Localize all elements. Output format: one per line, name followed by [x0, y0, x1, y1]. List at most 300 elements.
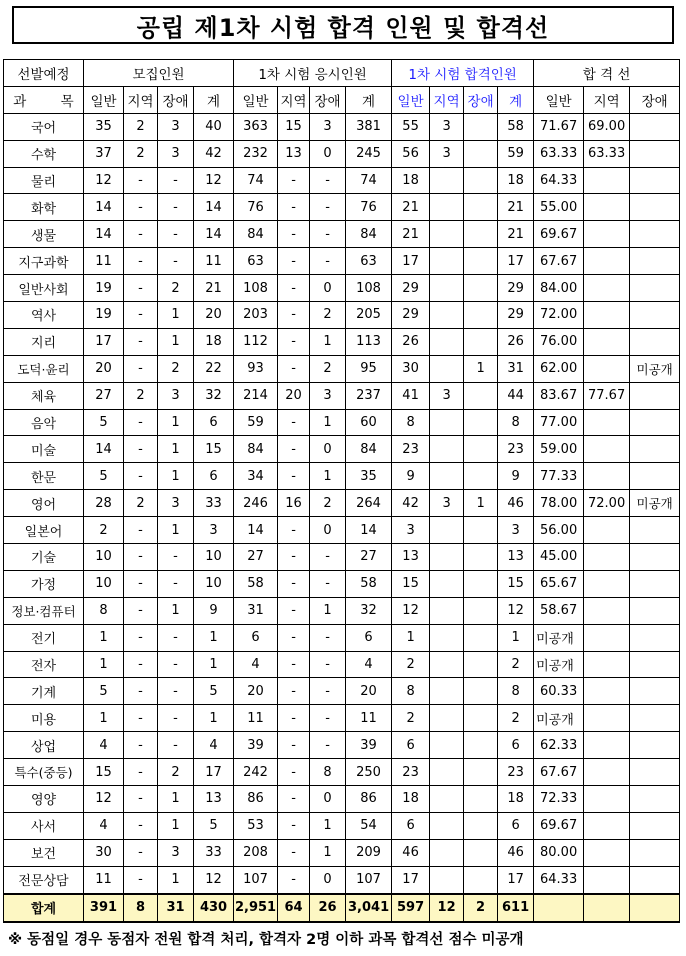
subject-cell: 기계 [4, 678, 84, 705]
value-cell: 208 [234, 839, 278, 866]
value-cell [584, 436, 630, 463]
value-cell [430, 624, 464, 651]
subject-cell: 지리 [4, 328, 84, 355]
value-cell: 205 [346, 302, 392, 329]
value-cell: 71.67 [534, 113, 584, 140]
value-cell: 12 [194, 866, 234, 893]
value-cell: 1 [158, 409, 194, 436]
value-cell: - [278, 355, 310, 382]
value-cell [464, 678, 498, 705]
value-cell: 1 [158, 463, 194, 490]
value-cell: - [158, 221, 194, 248]
value-cell [430, 812, 464, 839]
value-cell: 31 [158, 894, 194, 922]
value-cell: 29 [392, 302, 430, 329]
value-cell: 242 [234, 759, 278, 786]
value-cell: - [278, 248, 310, 275]
table-row [4, 866, 680, 893]
table-row [4, 409, 680, 436]
table-row [4, 436, 680, 463]
value-cell: 17 [392, 248, 430, 275]
value-cell [430, 409, 464, 436]
value-cell: - [278, 759, 310, 786]
value-cell: 64.33 [534, 167, 584, 194]
value-cell: - [310, 221, 346, 248]
value-cell: 21 [392, 194, 430, 221]
value-cell: 1 [310, 597, 346, 624]
value-cell: 2 [84, 517, 124, 544]
value-cell: 67.67 [534, 759, 584, 786]
value-cell: - [278, 221, 310, 248]
value-cell: 32 [194, 382, 234, 409]
value-cell: 84 [346, 221, 392, 248]
value-cell: 2 [392, 651, 430, 678]
value-cell: - [124, 678, 158, 705]
value-cell: - [278, 328, 310, 355]
value-cell [630, 221, 680, 248]
value-cell: 0 [310, 866, 346, 893]
header-sub-cell: 지역 [430, 86, 464, 113]
subject-cell: 미술 [4, 436, 84, 463]
value-cell: - [158, 678, 194, 705]
value-cell [584, 409, 630, 436]
value-cell: 3 [158, 140, 194, 167]
value-cell: 3 [158, 490, 194, 517]
value-cell: 6 [194, 409, 234, 436]
value-cell: 32 [346, 597, 392, 624]
value-cell [430, 275, 464, 302]
header-sub-cell: 지역 [124, 86, 158, 113]
value-cell [430, 221, 464, 248]
header-group-applicants: 1차 시험 응시인원 [234, 60, 392, 87]
value-cell: 10 [84, 570, 124, 597]
value-cell: 8 [392, 678, 430, 705]
value-cell: - [278, 812, 310, 839]
table-row [4, 544, 680, 571]
value-cell: 5 [194, 678, 234, 705]
value-cell: 14 [346, 517, 392, 544]
value-cell: - [278, 302, 310, 329]
value-cell [584, 705, 630, 732]
value-cell: 4 [194, 732, 234, 759]
value-cell: 56 [392, 140, 430, 167]
value-cell: 2 [498, 705, 534, 732]
value-cell: 27 [234, 544, 278, 571]
value-cell: 12 [194, 167, 234, 194]
table-row [4, 812, 680, 839]
value-cell [630, 140, 680, 167]
header-row-sub [4, 86, 680, 113]
value-cell: - [310, 705, 346, 732]
value-cell: 246 [234, 490, 278, 517]
value-cell: 65.67 [534, 570, 584, 597]
value-cell: 84 [234, 436, 278, 463]
table-row [4, 624, 680, 651]
value-cell: 63 [234, 248, 278, 275]
value-cell: 107 [234, 866, 278, 893]
value-cell: 11 [194, 248, 234, 275]
value-cell: 59.00 [534, 436, 584, 463]
subject-cell: 전자 [4, 651, 84, 678]
value-cell: 1 [158, 866, 194, 893]
value-cell: 2 [464, 894, 498, 922]
value-cell [464, 759, 498, 786]
header-sub-cell: 장애 [158, 86, 194, 113]
page-title: 공립 제1차 시험 합격 인원 및 합격선 [136, 13, 550, 42]
value-cell [430, 302, 464, 329]
value-cell: - [278, 705, 310, 732]
value-cell: 6 [346, 624, 392, 651]
value-cell [630, 544, 680, 571]
value-cell: 3 [310, 113, 346, 140]
header-sub-cell: 계 [346, 86, 392, 113]
value-cell: - [124, 221, 158, 248]
value-cell [464, 140, 498, 167]
value-cell: 3 [158, 113, 194, 140]
value-cell: 28 [84, 490, 124, 517]
value-cell [584, 651, 630, 678]
value-cell: 26 [498, 328, 534, 355]
value-cell: 1 [310, 409, 346, 436]
value-cell: 0 [310, 436, 346, 463]
value-cell: 23 [498, 759, 534, 786]
value-cell [630, 866, 680, 893]
value-cell: 6 [498, 812, 534, 839]
value-cell: 42 [392, 490, 430, 517]
value-cell: 46 [392, 839, 430, 866]
value-cell: 2 [124, 490, 158, 517]
table-row [4, 597, 680, 624]
value-cell: 72.33 [534, 786, 584, 813]
value-cell: - [124, 759, 158, 786]
value-cell: 5 [84, 678, 124, 705]
value-cell: 264 [346, 490, 392, 517]
value-cell: 1 [310, 839, 346, 866]
subject-cell: 전기 [4, 624, 84, 651]
value-cell [584, 517, 630, 544]
value-cell: 84.00 [534, 275, 584, 302]
header-group-passed: 1차 시험 합격인원 [392, 60, 534, 87]
value-cell: 15 [194, 436, 234, 463]
subject-cell: 수학 [4, 140, 84, 167]
value-cell: 69.67 [534, 221, 584, 248]
value-cell: 84 [346, 436, 392, 463]
value-cell [430, 651, 464, 678]
value-cell: 15 [84, 759, 124, 786]
table-row [4, 328, 680, 355]
value-cell: 20 [234, 678, 278, 705]
value-cell: 59 [234, 409, 278, 436]
value-cell: - [124, 463, 158, 490]
value-cell: 23 [392, 436, 430, 463]
table-row [4, 517, 680, 544]
value-cell: 40 [194, 113, 234, 140]
value-cell: 60 [346, 409, 392, 436]
value-cell [430, 194, 464, 221]
table-row [4, 678, 680, 705]
value-cell: 미공개 [534, 651, 584, 678]
value-cell [430, 570, 464, 597]
value-cell: - [124, 167, 158, 194]
subject-cell: 영어 [4, 490, 84, 517]
value-cell [464, 328, 498, 355]
value-cell: - [158, 570, 194, 597]
value-cell: 20 [278, 382, 310, 409]
value-cell [430, 759, 464, 786]
value-cell: 11 [234, 705, 278, 732]
value-cell: 113 [346, 328, 392, 355]
value-cell [630, 759, 680, 786]
value-cell: - [158, 705, 194, 732]
value-cell: 86 [346, 786, 392, 813]
value-cell: - [124, 517, 158, 544]
value-cell: 9 [498, 463, 534, 490]
value-cell: 12 [498, 597, 534, 624]
value-cell: 58.67 [534, 597, 584, 624]
value-cell: 1 [310, 812, 346, 839]
value-cell [464, 866, 498, 893]
value-cell: 67.67 [534, 248, 584, 275]
value-cell: 3 [498, 517, 534, 544]
value-cell: 4 [84, 812, 124, 839]
value-cell: 12 [392, 597, 430, 624]
value-cell: 42 [194, 140, 234, 167]
value-cell: - [278, 597, 310, 624]
value-cell: 8 [310, 759, 346, 786]
value-cell: - [278, 570, 310, 597]
value-cell [630, 328, 680, 355]
value-cell: 611 [498, 894, 534, 922]
value-cell [584, 732, 630, 759]
subject-cell: 물리 [4, 167, 84, 194]
value-cell [584, 167, 630, 194]
header-sub-cell: 장애 [464, 86, 498, 113]
value-cell: 21 [194, 275, 234, 302]
value-cell: 4 [234, 651, 278, 678]
value-cell: - [310, 678, 346, 705]
value-cell [430, 355, 464, 382]
value-cell: 3 [194, 517, 234, 544]
value-cell: 3 [158, 839, 194, 866]
subject-cell: 도덕·윤리 [4, 355, 84, 382]
value-cell: 13 [392, 544, 430, 571]
value-cell: 62.00 [534, 355, 584, 382]
value-cell [430, 597, 464, 624]
header-group-recruit: 모집인원 [84, 60, 234, 87]
value-cell: 64.33 [534, 866, 584, 893]
value-cell: 12 [430, 894, 464, 922]
value-cell: - [310, 624, 346, 651]
value-cell: - [278, 409, 310, 436]
value-cell: 23 [498, 436, 534, 463]
header-sub-cell: 지역 [584, 86, 630, 113]
value-cell: 2,951 [234, 894, 278, 922]
value-cell: 34 [234, 463, 278, 490]
value-cell: - [124, 570, 158, 597]
subject-cell: 생물 [4, 221, 84, 248]
value-cell: - [310, 248, 346, 275]
value-cell [630, 409, 680, 436]
value-cell [584, 570, 630, 597]
value-cell: 3 [430, 140, 464, 167]
value-cell [584, 894, 630, 922]
subject-cell: 한문 [4, 463, 84, 490]
table-row [4, 651, 680, 678]
value-cell: - [278, 436, 310, 463]
value-cell: 8 [498, 678, 534, 705]
value-cell [464, 248, 498, 275]
value-cell: 4 [84, 732, 124, 759]
value-cell [464, 597, 498, 624]
value-cell: 108 [346, 275, 392, 302]
value-cell: 391 [84, 894, 124, 922]
footnote: ※ 동점일 경우 동점자 전원 합격 처리, 합격자 2명 이하 과목 합격선 점수 미공개 [8, 932, 524, 948]
value-cell: - [310, 732, 346, 759]
value-cell [464, 167, 498, 194]
value-cell [430, 732, 464, 759]
value-cell: - [278, 194, 310, 221]
value-cell: 17 [194, 759, 234, 786]
header-sub-cell: 일반 [84, 86, 124, 113]
table-row [4, 248, 680, 275]
value-cell: - [278, 544, 310, 571]
value-cell: 63.33 [584, 140, 630, 167]
value-cell: 56.00 [534, 517, 584, 544]
value-cell: 1 [158, 328, 194, 355]
value-cell: 미공개 [630, 490, 680, 517]
value-cell [430, 248, 464, 275]
value-cell: 2 [310, 302, 346, 329]
value-cell: 62.33 [534, 732, 584, 759]
value-cell [430, 167, 464, 194]
value-cell: 1 [158, 812, 194, 839]
value-cell: 1 [498, 624, 534, 651]
value-cell: 8 [124, 894, 158, 922]
header-group-cutoff: 합 격 선 [534, 60, 680, 87]
value-cell [464, 732, 498, 759]
value-cell: 2 [158, 355, 194, 382]
table-row [4, 194, 680, 221]
value-cell: 1 [464, 490, 498, 517]
value-cell: 21 [392, 221, 430, 248]
value-cell: - [310, 194, 346, 221]
value-cell [630, 678, 680, 705]
value-cell: - [124, 705, 158, 732]
value-cell: 44 [498, 382, 534, 409]
value-cell [630, 167, 680, 194]
value-cell: 2 [158, 275, 194, 302]
table-row [4, 839, 680, 866]
value-cell [630, 651, 680, 678]
value-cell: 74 [234, 167, 278, 194]
subject-cell: 사서 [4, 812, 84, 839]
subject-cell: 역사 [4, 302, 84, 329]
value-cell: 1 [158, 302, 194, 329]
value-cell: 430 [194, 894, 234, 922]
value-cell [584, 194, 630, 221]
value-cell [464, 113, 498, 140]
subject-cell: 특수(중등) [4, 759, 84, 786]
subject-cell: 전문상담 [4, 866, 84, 893]
value-cell: 9 [392, 463, 430, 490]
value-cell [464, 382, 498, 409]
value-cell: 10 [194, 544, 234, 571]
value-cell: 2 [310, 355, 346, 382]
value-cell: 55 [392, 113, 430, 140]
value-cell: 59 [498, 140, 534, 167]
value-cell: 2 [392, 705, 430, 732]
value-cell: 3 [310, 382, 346, 409]
value-cell: - [124, 624, 158, 651]
value-cell: 33 [194, 490, 234, 517]
value-cell: 45.00 [534, 544, 584, 571]
value-cell [630, 436, 680, 463]
value-cell: 5 [84, 463, 124, 490]
value-cell: 72.00 [584, 490, 630, 517]
subject-cell: 기술 [4, 544, 84, 571]
table-row [4, 382, 680, 409]
value-cell: 41 [392, 382, 430, 409]
value-cell [584, 812, 630, 839]
value-cell: 107 [346, 866, 392, 893]
value-cell: 26 [392, 328, 430, 355]
value-cell: 21 [498, 194, 534, 221]
value-cell [630, 113, 680, 140]
value-cell: 15 [498, 570, 534, 597]
value-cell: 0 [310, 275, 346, 302]
value-cell: 232 [234, 140, 278, 167]
value-cell: - [124, 597, 158, 624]
value-cell: - [158, 248, 194, 275]
value-cell: 14 [84, 436, 124, 463]
value-cell: 0 [310, 786, 346, 813]
value-cell: 14 [84, 194, 124, 221]
table-row [4, 786, 680, 813]
subject-cell: 국어 [4, 113, 84, 140]
value-cell [464, 302, 498, 329]
value-cell: 1 [464, 355, 498, 382]
header-sub-cell: 일반 [234, 86, 278, 113]
value-cell: 22 [194, 355, 234, 382]
value-cell: - [310, 651, 346, 678]
value-cell: - [124, 302, 158, 329]
value-cell: - [124, 328, 158, 355]
value-cell: 13 [194, 786, 234, 813]
value-cell [584, 597, 630, 624]
value-cell: 18 [392, 786, 430, 813]
value-cell [464, 570, 498, 597]
value-cell: 6 [194, 463, 234, 490]
value-cell: 2 [124, 113, 158, 140]
value-cell: - [310, 167, 346, 194]
value-cell: 69.67 [534, 812, 584, 839]
value-cell: 1 [84, 651, 124, 678]
table-row [4, 732, 680, 759]
value-cell: 20 [194, 302, 234, 329]
value-cell: 15 [278, 113, 310, 140]
value-cell: 1 [310, 463, 346, 490]
value-cell: 2 [158, 759, 194, 786]
value-cell: 53 [234, 812, 278, 839]
header-sub-cell: 장애 [630, 86, 680, 113]
value-cell: 8 [84, 597, 124, 624]
value-cell: 27 [84, 382, 124, 409]
value-cell [430, 517, 464, 544]
value-cell: 29 [392, 275, 430, 302]
value-cell [430, 328, 464, 355]
value-cell [464, 221, 498, 248]
value-cell [584, 839, 630, 866]
